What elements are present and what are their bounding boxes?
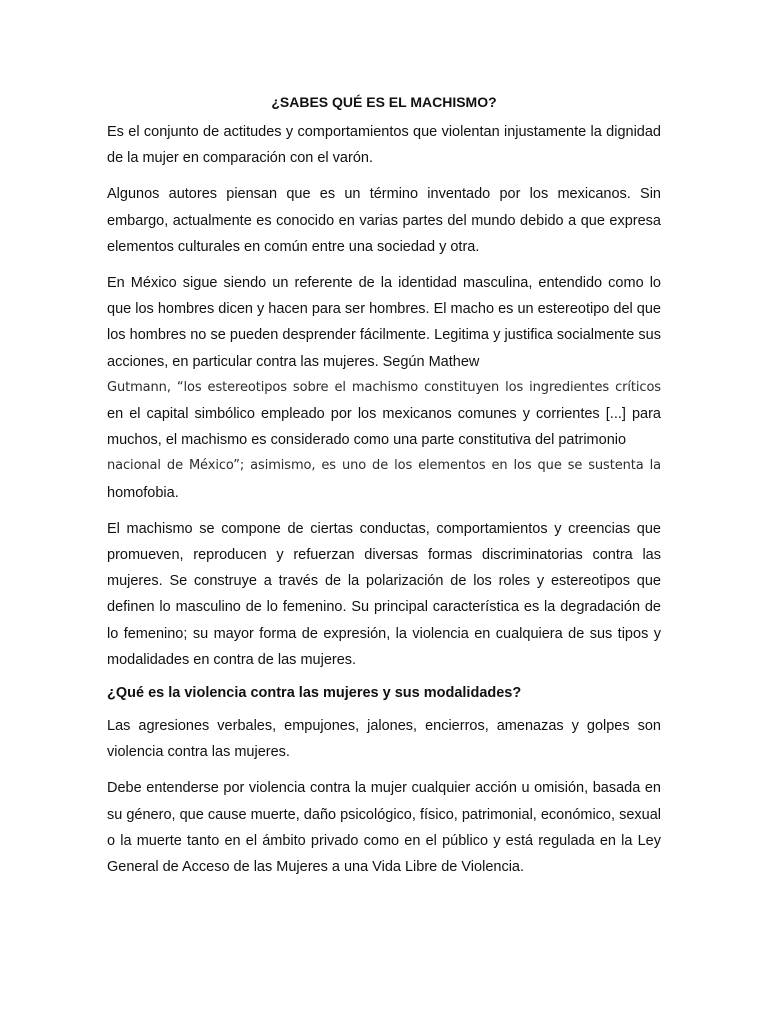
quote-line: Gutmann, “los estereotipos sobre el machismo constituyen los ingredientes críticos: [107, 379, 661, 395]
quote-line: nacional de México”; asimismo, es uno de los elementos en los que se sustenta la: [107, 458, 661, 474]
paragraph-text: homofobia.: [107, 484, 179, 501]
paragraph-mexico-identity: [107, 270, 661, 506]
paragraph-aggressions: Las agresiones verbales, empujones, jalones, encierros, amenazas y golpes son violencia contra las mujeres.: [107, 718, 661, 761]
section-subtitle: ¿Qué es la violencia contra las mujeres y sus modalidades?: [107, 685, 522, 702]
paragraph-origin: Algunos autores piensan que es un término inventado por los mexicanos. Sin embargo, actualmente es conocido en varias partes del mundo debido a que expresa elementos culturales en común entre una sociedad y otra.: [107, 186, 661, 255]
paragraph-violence-definition: Debe entenderse por violencia contra la mujer cualquier acción u omisión, basada en su género, que cause muerte, daño psicológico, físico, patrimonial, económico, sexual o la muerte tanto en el ámbito privado como en el público y está regulada en la Ley General de Acceso de las Mujeres a una Vida Libre de Violencia.: [107, 780, 661, 876]
paragraph-machismo-behaviors: El machismo se compone de ciertas conductas, comportamientos y creencias que promueven, reproducen y refuerzan diversas formas discriminatorias contra las mujeres. Se construye a través de la polarización de los roles y estereotipos que definen lo masculino de lo femenino. Su principal característica es la degradación de lo femenino; su mayor forma de expresión, la violencia en cualquiera de sus tipos y modalidades en contra de las mujeres.: [107, 520, 661, 668]
paragraph-text: en el capital simbólico empleado por los mexicanos comunes y corrientes [...] para muchos, el machismo es considerado como una parte constitutiva del patrimonio: [107, 406, 661, 449]
paragraph-definition: Es el conjunto de actitudes y comportamientos que violentan injustamente la dignidad de la mujer en comparación con el varón.: [107, 124, 661, 167]
paragraph-text: En México sigue siendo un referente de la identidad masculina, entendido como lo que los hombres dicen y hacen para ser hombres. El macho es un estereotipo del que los hombres no se pueden desprender fácilmente. Legitima y justifica socialmente sus acciones, en particular contra las mujeres. Según Mathew: [107, 275, 661, 370]
document-title: ¿SABES QUÉ ES EL MACHISMO?: [271, 94, 497, 110]
document-body: [107, 92, 661, 890]
